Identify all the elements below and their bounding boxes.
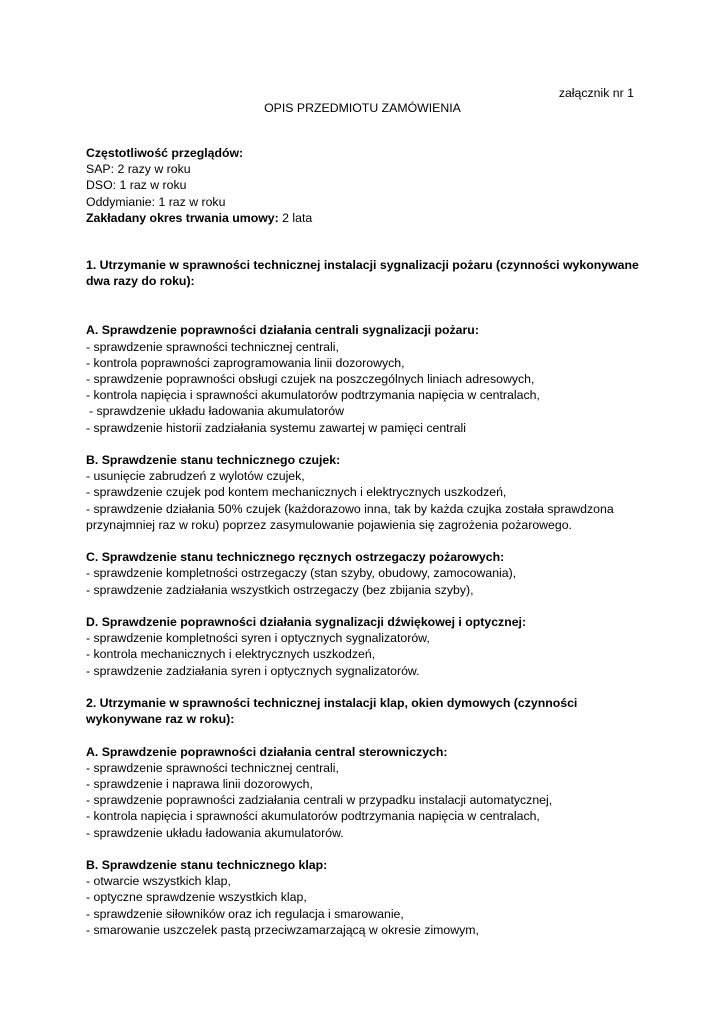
section1-d-heading: D. Sprawdzenie poprawności działania sygnalizacji dźwiękowej i optycznej: (86, 615, 527, 630)
list-item: - sprawdzenie kompletności syren i optycznych sygnalizatorów, (86, 631, 430, 646)
list-item: - sprawdzenie siłowników oraz ich regulacja i smarowanie, (86, 906, 404, 921)
list-item: - kontrola napięcia i sprawności akumulatorów podtrzymania napięcia w centralach, (86, 388, 540, 403)
section2-a-heading: A. Sprawdzenie poprawności działania central sterowniczych: (86, 744, 448, 759)
section2-b (86, 857, 646, 938)
list-item: - optyczne sprawdzenie wszystkich klap, (86, 890, 307, 905)
section1-a-heading: A. Sprawdzenie poprawności działania centrali sygnalizacji pożaru: (86, 323, 479, 338)
section2-heading: 2. Utrzymanie w sprawności technicznej instalacji klap, okien dymowych (czynności wykonywane raz w roku): (86, 696, 578, 727)
frequency-dso: DSO: 1 raz w roku (86, 178, 187, 193)
list-item: - sprawdzenie czujek pod kontem mechanicznych i elektrycznych uszkodzeń, (86, 485, 507, 500)
list-item: - sprawdzenie i naprawa linii dozorowych, (86, 777, 313, 792)
section2-a (86, 744, 646, 841)
frequency-section (86, 145, 646, 226)
section1-b (86, 452, 646, 533)
annex-label: załącznik nr 1 (558, 86, 634, 100)
list-item: - otwarcie wszystkich klap, (86, 874, 231, 889)
contract-period-label: Zakładany okres trwania umowy: (86, 210, 279, 225)
list-item: - sprawdzenie układu ładowania akumulatorów. (86, 825, 344, 840)
list-item: - smarowanie uszczelek pastą przeciwzamarzającą w okresie zimowym, (86, 922, 479, 937)
section1-c-heading: C. Sprawdzenie stanu technicznego ręcznych ostrzegaczy pożarowych: (86, 550, 505, 565)
section2-b-heading: B. Sprawdzenie stanu technicznego klap: (86, 858, 328, 873)
document-title: OPIS PRZEDMIOTU ZAMÓWIENIA (264, 101, 461, 115)
list-item: - sprawdzenie sprawności technicznej centrali, (86, 760, 339, 775)
list-item: - sprawdzenie zadziałania syren i optycznych sygnalizatorów. (86, 663, 420, 678)
frequency-sap: SAP: 2 razy w roku (86, 162, 191, 177)
list-item: - sprawdzenie poprawności obsługi czujek na poszczególnych liniach adresowych, (86, 372, 535, 387)
list-item: - sprawdzenie zadziałania wszystkich ostrzegaczy (bez zbijania szyby), (86, 582, 474, 597)
section1-c (86, 549, 646, 598)
list-item: - sprawdzenie poprawności zadziałania centrali w przypadku instalacji automatycznej, (86, 793, 553, 808)
list-item: - kontrola napięcia i sprawności akumulatorów podtrzymania napięcia w centralach, (86, 809, 540, 824)
document-body (86, 145, 646, 938)
list-item: - kontrola mechanicznych i elektrycznych uszkodzeń, (86, 647, 376, 662)
list-item: - sprawdzenie działania 50% czujek (każdorazowo inna, tak by każda czujka została sprawdzona przynajmniej raz w roku) poprzez zasymulowanie pojawienia się zagrożenia pożarowego. (86, 501, 614, 532)
list-item: - kontrola poprawności zaprogramowania linii dozorowych, (86, 355, 405, 370)
list-item: - sprawdzenie sprawności technicznej centrali, (86, 339, 339, 354)
contract-period-value: 2 lata (278, 210, 313, 225)
list-item: - sprawdzenie układu ładowania akumulatorów (89, 404, 344, 419)
frequency-heading: Częstotliwość przeglądów: (86, 146, 244, 160)
contract-period (86, 210, 646, 226)
list-item: - usunięcie zabrudzeń z wylotów czujek, (86, 469, 305, 484)
list-item: - sprawdzenie kompletności ostrzegaczy (stan szyby, obudowy, zamocowania), (86, 566, 517, 581)
frequency-smoke: Oddymianie: 1 raz w roku (86, 194, 226, 209)
section1-heading: 1. Utrzymanie w sprawności technicznej instalacji sygnalizacji pożaru (czynności wykonywane dwa razy do roku): (86, 258, 639, 289)
section1-a (86, 322, 646, 435)
section1-d (86, 614, 646, 679)
section1-b-heading: B. Sprawdzenie stanu technicznego czujek: (86, 453, 341, 468)
list-item: - sprawdzenie historii zadziałania systemu zawartej w pamięci centrali (86, 420, 466, 435)
